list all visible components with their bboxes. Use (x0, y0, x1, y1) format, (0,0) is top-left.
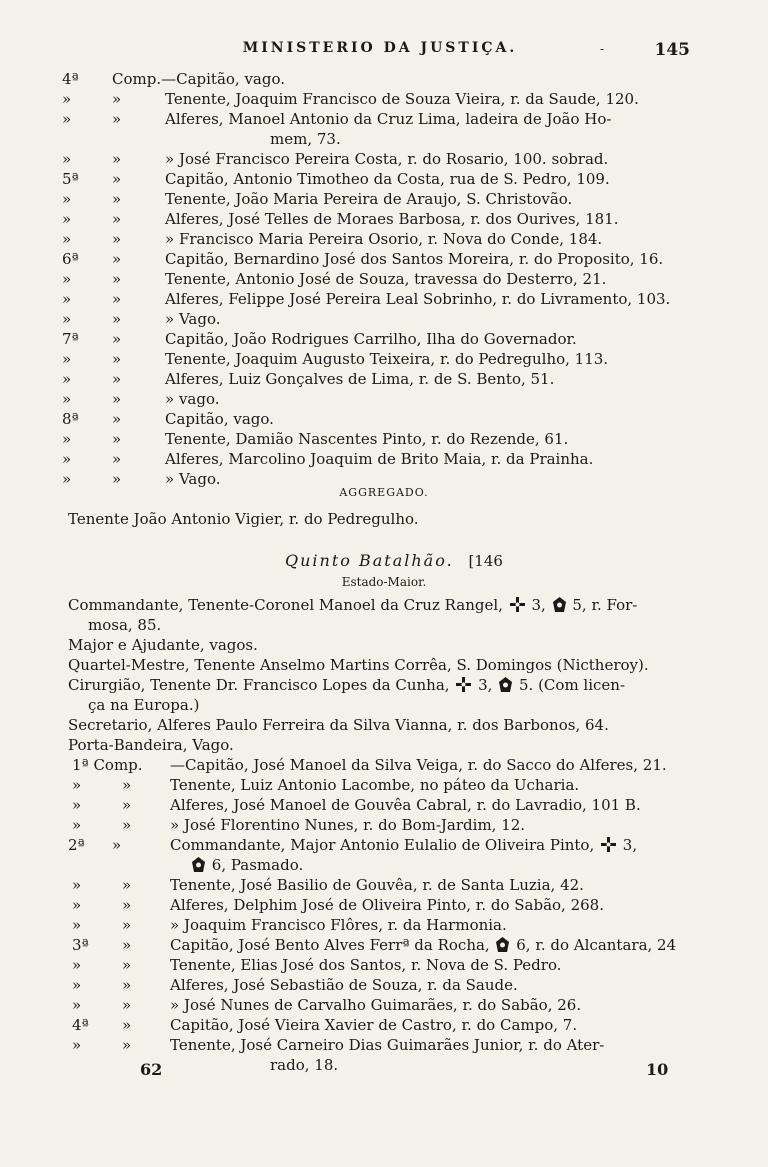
entry-text: » Vago. (165, 470, 221, 488)
entry-company: 1ª Comp. (72, 756, 143, 774)
entry-ditto: » (122, 776, 132, 794)
entry-company: » (62, 110, 72, 128)
entry-ditto: » (112, 90, 122, 108)
entry-company: » (72, 796, 82, 814)
batalhao-ref: [146 (468, 552, 503, 570)
entry-ditto: » (112, 110, 122, 128)
entry-company: » (62, 450, 72, 468)
cirurgiao-continuation: ça na Europa.) (88, 696, 200, 714)
comm2-text-b: 3, (622, 836, 638, 854)
estado-maior-heading: Estado-Maior. (341, 575, 427, 589)
entry-company: » (72, 1036, 82, 1054)
entry-text: Capitão, vago. (165, 410, 274, 428)
entry-ditto: » (112, 330, 122, 348)
entry-ditto: » (112, 390, 122, 408)
cross-order-icon (601, 837, 616, 852)
entry-text: Tenente, Elias José dos Santos, r. Nova de S. Pedro. (170, 956, 562, 974)
page-number: 145 (654, 40, 690, 60)
entry-ditto: » (122, 1036, 132, 1054)
entry-ditto: » (112, 470, 122, 488)
entry-text: mem, 73. (270, 130, 341, 148)
entry-ditto: » (112, 410, 122, 428)
entry-company: » (62, 470, 72, 488)
entry-text: Tenente, Luiz Antonio Lacombe, no páteo da Ucharia. (170, 776, 580, 794)
entry-text: Alferes, Delphim José de Oliveira Pinto, r. do Sabão, 268. (170, 896, 604, 914)
entry-text: » José Florentino Nunes, r. do Bom-Jardim, 12. (170, 816, 526, 834)
entry-ditto: » (112, 150, 122, 168)
aggregado-line: Tenente João Antonio Vigier, r. do Pedregulho. (68, 510, 419, 528)
entry-company: » (72, 776, 82, 794)
page-header (0, 40, 768, 66)
entry-text: rado, 18. (270, 1056, 339, 1074)
comm2-text-c: 6, Pasmado. (211, 856, 304, 874)
entry-text: Tenente, Joaquim Augusto Teixeira, r. do Pedregulho, 113. (165, 350, 609, 368)
entry-ditto: » (112, 290, 122, 308)
entry-text: » Vago. (165, 310, 221, 328)
comm2-continuation (190, 856, 303, 874)
cross-order-icon (510, 597, 525, 612)
entry-text: Alferes, Marcolino Joaquim de Brito Maia, r. da Prainha. (165, 450, 594, 468)
rose-order-icon (496, 937, 509, 952)
entry-text: » vago. (165, 390, 220, 408)
entry-text: » Joaquim Francisco Flôres, r. da Harmonia. (170, 916, 507, 934)
commandante-line (68, 596, 637, 614)
comm2-c1: 2ª (68, 836, 85, 854)
commandante-text-a: Commandante, Tenente-Coronel Manoel da Cruz Rangel, (68, 596, 503, 614)
entry-ditto: » (122, 816, 132, 834)
entry-ditto: Comp.—Capitão, vago. (112, 70, 286, 88)
entry-ditto: » (122, 916, 132, 934)
entry-text: Tenente, João Maria Pereira de Araujo, S. Christovão. (165, 190, 573, 208)
entry-ditto: » (112, 450, 122, 468)
entry-text: Tenente, José Basilio de Gouvêa, r. de Santa Luzia, 42. (170, 876, 584, 894)
entry-company: 6ª (62, 250, 79, 268)
entry-ditto: » (122, 956, 132, 974)
entry-ditto: » (112, 270, 122, 288)
commandante-text-c: 5, r. For- (572, 596, 638, 614)
entry-text: Capitão, José Vieira Xavier de Castro, r. do Campo, 7. (170, 1016, 578, 1034)
commandante-continuation: mosa, 85. (88, 616, 162, 634)
entry-company: » (62, 390, 72, 408)
cirurgiao-text-c: 5. (Com licen- (519, 676, 626, 694)
entry-company: » (72, 996, 82, 1014)
entry-ditto: » (112, 370, 122, 388)
entry-ditto: » (112, 230, 122, 248)
footer-signature-left: 62 (140, 1060, 163, 1079)
entry-company: » (62, 370, 72, 388)
entry-company: » (72, 896, 82, 914)
entry-company: 5ª (62, 170, 79, 188)
entry-ditto: » (112, 310, 122, 328)
entry-text: Tenente, José Carneiro Dias Guimarães Junior, r. do Ater- (170, 1036, 605, 1054)
entry-company: » (72, 956, 82, 974)
batalhao-heading (285, 551, 503, 570)
entry-company: 4ª (62, 70, 79, 88)
porta-bandeira-line: Porta-Bandeira, Vago. (68, 736, 234, 754)
entry-text: Alferes, José Sebastião de Souza, r. da Saude. (170, 976, 518, 994)
entry-text: Capitão, João Rodrigues Carrilho, Ilha do Governador. (165, 330, 577, 348)
rose-order-icon (192, 857, 205, 872)
cap3-text-a: Capitão, José Bento Alves Ferrª da Rocha, (170, 936, 490, 954)
aggregado-heading: AGGREGADO. (339, 486, 429, 499)
entry-text: Alferes, José Telles de Moraes Barbosa, r. dos Ourives, 181. (165, 210, 619, 228)
entry-company: 7ª (62, 330, 79, 348)
entry-company: » (72, 976, 82, 994)
entry-text: Tenente, Joaquim Francisco de Souza Vieira, r. da Saude, 120. (165, 90, 639, 108)
entry-text: » José Nunes de Carvalho Guimarães, r. do Sabão, 26. (170, 996, 582, 1014)
secretario-line: Secretario, Alferes Paulo Ferreira da Silva Vianna, r. dos Barbonos, 64. (68, 716, 609, 734)
entry-company: » (62, 310, 72, 328)
entry-ditto: » (122, 976, 132, 994)
cirurgiao-text-a: Cirurgião, Tenente Dr. Francisco Lopes da Cunha, (68, 676, 450, 694)
entry-company: » (62, 290, 72, 308)
entry-text: » Francisco Maria Pereira Osorio, r. Nova do Conde, 184. (165, 230, 603, 248)
entry-company: » (72, 916, 82, 934)
entry-ditto: » (122, 1016, 132, 1034)
header-dash: - (600, 42, 605, 56)
batalhao-title: Quinto Batalhão. (285, 551, 454, 570)
cirurgiao-text-b: 3, (478, 676, 493, 694)
entry-ditto: » (122, 896, 132, 914)
entry-ditto: » (122, 996, 132, 1014)
comm2-c2: » (112, 836, 122, 854)
entry-text: Alferes, Felippe José Pereira Leal Sobrinho, r. do Livramento, 103. (165, 290, 671, 308)
footer-signature-right: 10 (646, 1060, 669, 1079)
rose-order-icon (553, 597, 566, 612)
entry-ditto: » (122, 876, 132, 894)
entry-company: » (62, 90, 72, 108)
entry-company: » (62, 430, 72, 448)
cap3-text-b: 6, r. do Alcantara, 24 (516, 936, 677, 954)
entry-text: Capitão, Antonio Timotheo da Costa, rua de S. Pedro, 109. (165, 170, 610, 188)
comm2-line (170, 836, 637, 854)
entry-text: Alferes, Luiz Gonçalves de Lima, r. de S. Bento, 51. (165, 370, 555, 388)
cross-order-icon (456, 677, 471, 692)
cirurgiao-line (68, 676, 625, 694)
entry-company: » (72, 876, 82, 894)
cap3-c2: » (122, 936, 132, 954)
major-line: Major e Ajudante, vagos. (68, 636, 258, 654)
entry-company: » (62, 230, 72, 248)
entry-ditto: » (112, 210, 122, 228)
entry-text: —Capitão, José Manoel da Silva Veiga, r. do Sacco do Alferes, 21. (170, 756, 667, 774)
entry-company: » (72, 816, 82, 834)
entry-ditto: » (122, 796, 132, 814)
entry-company: » (62, 190, 72, 208)
cap3-line (170, 936, 676, 954)
entry-company: 4ª (72, 1016, 89, 1034)
entry-text: Capitão, Bernardino José dos Santos Moreira, r. do Proposito, 16. (165, 250, 664, 268)
entry-text: Alferes, José Manoel de Gouvêa Cabral, r. do Lavradio, 101 B. (170, 796, 641, 814)
entry-company: 8ª (62, 410, 79, 428)
entry-text: Tenente, Damião Nascentes Pinto, r. do Rezende, 61. (165, 430, 569, 448)
entry-text: » José Francisco Pereira Costa, r. do Rosario, 100. sobrad. (165, 150, 609, 168)
entry-text: Alferes, Manoel Antonio da Cruz Lima, ladeira de João Ho- (165, 110, 612, 128)
commandante-text-b: 3, (531, 596, 546, 614)
cap3-c1: 3ª (72, 936, 89, 954)
entry-ditto: » (112, 430, 122, 448)
entry-company: » (62, 150, 72, 168)
entry-ditto: » (112, 350, 122, 368)
comm2-text-a: Commandante, Major Antonio Eulalio de Oliveira Pinto, (170, 836, 595, 854)
rose-order-icon (499, 677, 512, 692)
entry-text: Tenente, Antonio José de Souza, travessa do Desterro, 21. (165, 270, 607, 288)
entry-ditto: » (112, 190, 122, 208)
entry-ditto: » (112, 250, 122, 268)
header-title: MINISTERIO DA JUSTIÇA. (242, 40, 518, 56)
entry-company: » (62, 270, 72, 288)
entry-ditto: » (112, 170, 122, 188)
quartel-mestre-line: Quartel-Mestre, Tenente Anselmo Martins Corrêa, S. Domingos (Nictheroy). (68, 656, 649, 674)
entry-company: » (62, 350, 72, 368)
entry-company: » (62, 210, 72, 228)
